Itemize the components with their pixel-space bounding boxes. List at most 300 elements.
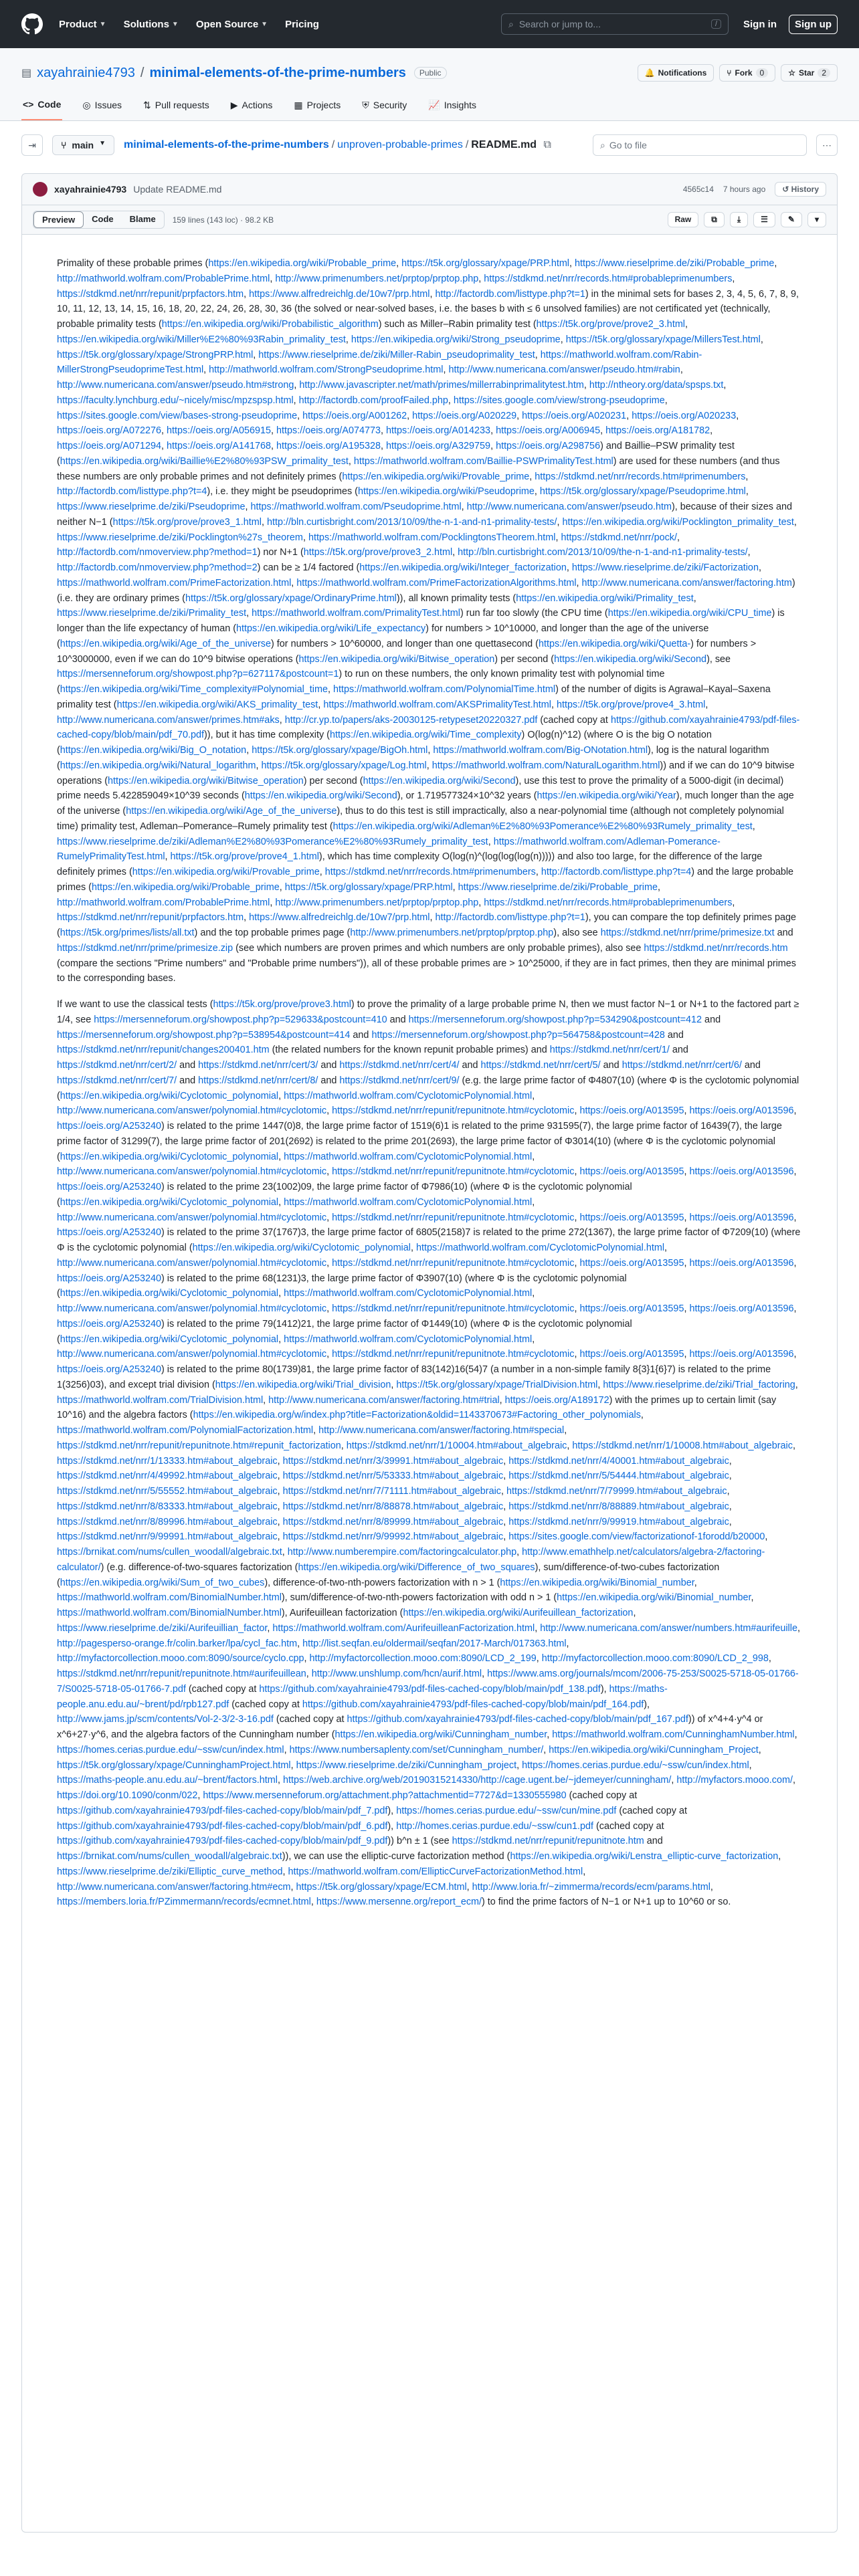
readme-link[interactable]: https://en.wikipedia.org/wiki/Cyclotomic_polynomial xyxy=(192,1243,411,1253)
readme-link[interactable]: https://en.wikipedia.org/wiki/Cyclotomic_polynomial xyxy=(60,1196,279,1208)
readme-link[interactable]: https://t5k.org/prove/prove3_1.html xyxy=(112,516,262,528)
readme-link[interactable]: https://en.wikipedia.org/wiki/Aurifeuillean_factorization xyxy=(403,1608,634,1618)
readme-link[interactable]: http://www.numericana.com/answer/polynomial.htm#cyclotomic xyxy=(57,1166,327,1178)
readme-link[interactable]: https://t5k.org/glossary/xpage/BigOh.html xyxy=(252,745,428,756)
readme-link[interactable]: https://en.wikipedia.org/wiki/Age_of_the_universe xyxy=(126,806,337,817)
readme-link[interactable]: https://maths-people.anu.edu.au/~brent/pd/rpb127.pdf xyxy=(57,1683,668,1710)
readme-link[interactable]: https://mathworld.wolfram.com/PocklingtonsTheorem.html xyxy=(308,532,556,543)
readme-link[interactable]: https://homes.cerias.purdue.edu/~ssw/cun/index.html xyxy=(522,1759,749,1771)
readme-link[interactable]: https://github.com/xayahrainie4793/pdf-files-cached-copy/blob/main/pdf_6.pdf xyxy=(57,1820,388,1832)
readme-link[interactable]: https://mathworld.wolfram.com/AurifeuilleanFactorization.html xyxy=(272,1622,535,1634)
readme-link[interactable]: https://sites.google.com/view/bases-strong-pseudoprime xyxy=(57,410,298,421)
preview-tab[interactable]: Preview xyxy=(33,211,84,228)
readme-link[interactable]: https://stdkmd.net/nrr/5/53333.htm#about_algebraic xyxy=(282,1471,504,1482)
readme-link[interactable]: https://www.rieselprime.de/ziki/Primality_test xyxy=(57,608,247,619)
readme-link[interactable]: https://oeis.org/A001262 xyxy=(302,410,407,421)
readme-link[interactable]: https://oeis.org/A253240 xyxy=(57,1182,162,1192)
readme-link[interactable]: https://stdkmd.net/nrr/9/99919.htm#about_algebraic xyxy=(508,1516,729,1527)
commit-sha[interactable]: 4565c14 xyxy=(682,185,714,194)
readme-link[interactable]: https://en.wikipedia.org/wiki/Probabilistic_algorithm xyxy=(161,319,379,330)
readme-link[interactable]: https://stdkmd.net/nrr/4/40001.htm#about_algebraic xyxy=(508,1455,729,1467)
readme-link[interactable]: https://en.wikipedia.org/wiki/Miller%E2%80%93Rabin_primality_test xyxy=(57,334,346,345)
readme-link[interactable]: https://en.wikipedia.org/wiki/Binomial_number xyxy=(500,1577,694,1588)
code-tab[interactable]: Code xyxy=(92,214,114,224)
readme-link[interactable]: https://oeis.org/A056915 xyxy=(167,425,272,437)
nav-solutions[interactable]: Solutions ▼ xyxy=(123,18,179,30)
readme-link[interactable]: https://mathworld.wolfram.com/TrialDivision.html xyxy=(57,1394,264,1406)
readme-link[interactable]: https://brnikat.com/nums/cullen_woodall/algebraic.txt xyxy=(57,1851,282,1862)
readme-link[interactable]: https://mathworld.wolfram.com/EllipticCurveFactorizationMethod.html xyxy=(288,1866,583,1877)
readme-link[interactable]: https://stdkmd.net/nrr/repunit/repunitnote.htm#aurifeuillean xyxy=(57,1669,306,1679)
readme-link[interactable]: https://stdkmd.net/nrr/cert/9/ xyxy=(339,1075,460,1086)
readme-link[interactable]: https://www.rieselprime.de/ziki/Pseudoprime xyxy=(57,502,246,512)
readme-link[interactable]: https://oeis.org/A020231 xyxy=(522,410,627,421)
readme-link[interactable]: https://oeis.org/A006945 xyxy=(496,425,601,437)
readme-link[interactable]: https://www.rieselprime.de/ziki/Probable_prime xyxy=(458,881,658,893)
readme-link[interactable]: https://stdkmd.net/nrr/repunit/prpfactors.htm xyxy=(57,912,244,924)
download-icon[interactable]: ⤓ xyxy=(730,212,748,227)
readme-link[interactable]: https://oeis.org/A141768 xyxy=(167,441,272,451)
readme-link[interactable]: https://mathworld.wolfram.com/BinomialNumber.html xyxy=(57,1608,282,1618)
readme-link[interactable]: https://mathworld.wolfram.com/CyclotomicPolynomial.html xyxy=(284,1090,533,1101)
readme-link[interactable]: https://stdkmd.net/nrr/8/89996.htm#about_algebraic xyxy=(57,1516,278,1527)
readme-link[interactable]: https://stdkmd.net/nrr/8/83333.htm#about_algebraic xyxy=(57,1501,278,1512)
readme-link[interactable]: https://homes.cerias.purdue.edu/~ssw/cun/mine.pdf xyxy=(396,1805,617,1816)
readme-link[interactable]: https://mathworld.wolfram.com/Big-ONotation.html xyxy=(433,745,648,756)
search-input[interactable]: ⌕ Search or jump to... / xyxy=(501,13,729,35)
readme-link[interactable]: https://en.wikipedia.org/wiki/Second xyxy=(363,775,516,786)
readme-link[interactable]: https://mathworld.wolfram.com/BinomialNumber.html xyxy=(57,1592,282,1604)
readme-link[interactable]: http://factordb.com/listtype.php?t=1 xyxy=(435,288,585,300)
readme-link[interactable]: https://www.rieselprime.de/ziki/Elliptic_curve_method xyxy=(57,1866,283,1877)
history-button[interactable]: ↺ History xyxy=(775,182,826,197)
repo-name-link[interactable]: minimal-elements-of-the-prime-numbers xyxy=(149,65,406,80)
readme-link[interactable]: https://t5k.org/glossary/xpage/MillersTest.html xyxy=(565,334,761,345)
readme-link[interactable]: https://mathworld.wolfram.com/CyclotomicPolynomial.html xyxy=(284,1288,533,1299)
readme-link[interactable]: https://stdkmd.net/nrr/repunit/repunitnote.htm#cyclotomic xyxy=(332,1349,575,1360)
readme-link[interactable]: https://www.ams.org/journals/mcom/2006-75-253/S0025-5718-05-01766-7/S0025-5718-05-01766-7.pdf xyxy=(57,1669,799,1695)
readme-link[interactable]: http://www.primenumbers.net/prptop/prptop.php xyxy=(275,897,479,908)
readme-link[interactable]: https://t5k.org/glossary/xpage/PRP.html xyxy=(284,881,453,893)
readme-link[interactable]: https://en.wikipedia.org/wiki/CPU_time xyxy=(607,608,772,619)
readme-link[interactable]: https://en.wikipedia.org/wiki/Primality_test xyxy=(516,593,694,604)
readme-link[interactable]: https://stdkmd.net/nrr/records.htm#probableprimenumbers xyxy=(484,273,733,284)
readme-link[interactable]: https://oeis.org/A013596 xyxy=(689,1105,794,1117)
readme-link[interactable]: https://en.wikipedia.org/wiki/Second xyxy=(244,790,397,802)
readme-link[interactable]: https://en.wikipedia.org/wiki/Life_expectancy xyxy=(236,623,426,634)
readme-link[interactable]: http://www.numericana.com/answer/polynomial.htm#cyclotomic xyxy=(57,1257,327,1269)
readme-link[interactable]: https://t5k.org/prove/prove4_3.html xyxy=(556,699,706,710)
readme-link[interactable]: https://stdkmd.net/nrr/9/99991.htm#about_algebraic xyxy=(57,1531,278,1543)
readme-link[interactable]: https://oeis.org/A014233 xyxy=(386,425,491,437)
readme-link[interactable]: http://bln.curtisbright.com/2013/10/09/the-n-1-and-n1-primality-tests/ xyxy=(458,547,748,558)
readme-link[interactable]: https://en.wikipedia.org/wiki/Difference_of_two_squares xyxy=(298,1562,535,1573)
readme-link[interactable]: https://en.wikipedia.org/wiki/Lenstra_elliptic-curve_factorization xyxy=(510,1851,779,1862)
readme-link[interactable]: https://mathworld.wolfram.com/PolynomialFactorization.html xyxy=(57,1425,314,1436)
readme-link[interactable]: https://stdkmd.net/nrr/5/54444.htm#about_algebraic xyxy=(508,1471,729,1482)
readme-link[interactable]: https://t5k.org/glossary/xpage/TrialDivision.html xyxy=(396,1379,598,1390)
readme-link[interactable]: https://oeis.org/A013596 xyxy=(689,1349,794,1360)
readme-link[interactable]: http://www.numericana.com/answer/polynomial.htm#cyclotomic xyxy=(57,1303,327,1314)
sign-in-link[interactable]: Sign in xyxy=(743,18,777,30)
list-icon[interactable]: ☰ xyxy=(753,212,775,227)
readme-link[interactable]: https://stdkmd.net/nrr/records.htm#primenumbers xyxy=(535,471,746,482)
readme-link[interactable]: https://t5k.org/glossary/xpage/OrdinaryPrime.html xyxy=(185,593,397,604)
readme-link[interactable]: https://oeis.org/A013596 xyxy=(689,1303,794,1314)
readme-link[interactable]: https://stdkmd.net/nrr/repunit/repunitnote.htm xyxy=(452,1836,644,1847)
readme-link[interactable]: https://github.com/xayahrainie4793/pdf-files-cached-copy/blob/main/pdf_7.pdf xyxy=(57,1805,388,1816)
readme-link[interactable]: http://www.primenumbers.net/prptop/prptop.php xyxy=(275,273,479,284)
readme-link[interactable]: https://www.rieselprime.de/ziki/Adleman%E2%80%93Pomerance%E2%80%93Rumely_primality_test xyxy=(57,836,488,847)
readme-link[interactable]: https://en.wikipedia.org/wiki/Trial_division xyxy=(215,1379,391,1390)
readme-link[interactable]: https://stdkmd.net/nrr/cert/2/ xyxy=(57,1060,177,1071)
readme-link[interactable]: https://stdkmd.net/nrr/5/55552.htm#about_algebraic xyxy=(57,1486,278,1497)
readme-link[interactable]: http://www.numericana.com/answer/polynomial.htm#cyclotomic xyxy=(57,1349,327,1360)
readme-link[interactable]: https://oeis.org/A013595 xyxy=(579,1212,684,1223)
tab-security[interactable]: ⛨ Security xyxy=(362,99,407,110)
tab-projects[interactable]: ▦ Projects xyxy=(294,99,341,110)
readme-link[interactable]: https://doi.org/10.1090/conm/022 xyxy=(57,1790,198,1801)
readme-link[interactable]: https://www.rieselprime.de/ziki/Probable_prime xyxy=(575,258,775,269)
readme-link[interactable]: http://mathworld.wolfram.com/ProbablePrime.html xyxy=(57,273,270,284)
blame-tab[interactable]: Blame xyxy=(129,214,156,224)
readme-link[interactable]: https://en.wikipedia.org/wiki/Adleman%E2%80%93Pomerance%E2%80%93Rumely_primality_test xyxy=(332,821,753,832)
readme-link[interactable]: https://stdkmd.net/nrr/repunit/prpfactors.htm xyxy=(57,288,244,300)
readme-link[interactable]: https://github.com/xayahrainie4793/pdf-files-cached-copy/blob/main/pdf_70.pdf xyxy=(57,714,800,741)
readme-link[interactable]: http://www.numericana.com/answer/factoring.htm#trial xyxy=(268,1394,500,1406)
readme-link[interactable]: https://mathworld.wolfram.com/CyclotomicPolynomial.html xyxy=(284,1196,533,1208)
readme-link[interactable]: https://en.wikipedia.org/wiki/Cyclotomic_polynomial xyxy=(60,1090,279,1101)
readme-link[interactable]: https://mathworld.wolfram.com/CyclotomicPolynomial.html xyxy=(284,1333,533,1345)
readme-link[interactable]: http://www.javascripter.net/math/primes/millerrabinprimalitytest.htm xyxy=(299,380,584,391)
readme-link[interactable]: https://mersenneforum.org/showpost.php?p=538954&postcount=414 xyxy=(57,1029,351,1041)
readme-link[interactable]: https://oeis.org/A013596 xyxy=(689,1212,794,1223)
readme-link[interactable]: http://myfactorcollection.mooo.com:8090/LCD_2_199 xyxy=(309,1653,537,1665)
readme-link[interactable]: https://en.wikipedia.org/wiki/Cyclotomic_polynomial xyxy=(60,1151,279,1162)
readme-link[interactable]: http://factordb.com/listtype.php?t=1 xyxy=(435,912,585,924)
readme-link[interactable]: https://oeis.org/A329759 xyxy=(386,441,491,451)
readme-link[interactable]: https://t5k.org/glossary/xpage/PRP.html xyxy=(401,258,570,269)
readme-link[interactable]: https://stdkmd.net/nrr/cert/3/ xyxy=(198,1060,318,1071)
readme-link[interactable]: http://mathworld.wolfram.com/ProbablePrime.html xyxy=(57,897,270,908)
readme-link[interactable]: https://en.wikipedia.org/w/index.php?title=Factorization&oldid=1143370673#Factoring_other_polynomials xyxy=(193,1410,641,1421)
readme-link[interactable]: https://en.wikipedia.org/wiki/AKS_primality_test xyxy=(116,699,318,710)
readme-link[interactable]: https://stdkmd.net/nrr/cert/4/ xyxy=(339,1060,460,1071)
readme-link[interactable]: https://en.wikipedia.org/wiki/Provable_prime xyxy=(132,867,320,877)
readme-link[interactable]: https://en.wikipedia.org/wiki/Time_complexity xyxy=(329,730,522,741)
readme-link[interactable]: https://en.wikipedia.org/wiki/Baillie%E2%80%93PSW_primality_test xyxy=(60,455,349,467)
readme-link[interactable]: https://t5k.org/prove/prove3_2.html xyxy=(303,547,453,558)
readme-link[interactable]: https://en.wikipedia.org/wiki/Strong_pseudoprime xyxy=(351,334,561,345)
readme-link[interactable]: https://oeis.org/A013596 xyxy=(689,1166,794,1178)
readme-link[interactable]: https://en.wikipedia.org/wiki/Cyclotomic_polynomial xyxy=(60,1288,279,1299)
readme-link[interactable]: https://t5k.org/prove/prove4_1.html xyxy=(170,851,319,863)
readme-link[interactable]: https://stdkmd.net/nrr/1/13333.htm#about_algebraic xyxy=(57,1455,278,1467)
side-panel-toggle-icon[interactable]: ⇥ xyxy=(21,134,43,156)
readme-link[interactable]: https://mathworld.wolfram.com/CunninghamNumber.html xyxy=(552,1729,795,1740)
readme-link[interactable]: https://t5k.org/prove/prove3.html xyxy=(213,999,351,1010)
readme-link[interactable]: http://myfactorcollection.mooo.com:8090/source/cyclo.cpp xyxy=(57,1653,304,1665)
readme-link[interactable]: https://en.wikipedia.org/wiki/Time_complexity#Polynomial_time xyxy=(60,684,328,695)
readme-link[interactable]: https://oeis.org/A013596 xyxy=(689,1257,794,1269)
readme-link[interactable]: https://stdkmd.net/nrr/repunit/repunitnote.htm#cyclotomic xyxy=(332,1257,575,1269)
readme-link[interactable]: https://stdkmd.net/nrr/repunit/repunitnote.htm#cyclotomic xyxy=(332,1212,575,1223)
readme-link[interactable]: https://mathworld.wolfram.com/Baillie-PSWPrimalityTest.html xyxy=(353,455,613,467)
readme-link[interactable]: https://en.wikipedia.org/wiki/Probable_prime xyxy=(91,881,280,893)
tab-issues[interactable]: ◎ Issues xyxy=(82,99,122,110)
more-options-icon[interactable]: ⋯ xyxy=(816,134,838,156)
readme-link[interactable]: https://en.wikipedia.org/wiki/Provable_prime xyxy=(342,471,530,482)
readme-link[interactable]: https://stdkmd.net/nrr/prime/primesize.txt xyxy=(600,928,775,938)
readme-link[interactable]: https://oeis.org/A071294 xyxy=(57,441,162,451)
breadcrumb-repo[interactable]: minimal-elements-of-the-prime-numbers xyxy=(124,139,329,150)
readme-link[interactable]: https://oeis.org/A013595 xyxy=(579,1349,684,1360)
readme-link[interactable]: https://mathworld.wolfram.com/NaturalLogarithm.html xyxy=(432,760,660,771)
commit-message[interactable]: Update README.md xyxy=(133,184,222,195)
readme-link[interactable]: https://mersenneforum.org/showpost.php?p=534290&postcount=412 xyxy=(408,1014,702,1025)
readme-link[interactable]: http://www.emathhelp.net/calculators/algebra-2/factoring-calculator/ xyxy=(57,1547,765,1573)
readme-link[interactable]: https://faculty.lynchburg.edu/~nicely/misc/mpzspsp.html xyxy=(57,395,294,406)
readme-link[interactable]: https://oeis.org/A020229 xyxy=(412,410,517,421)
readme-link[interactable]: https://stdkmd.net/nrr/cert/6/ xyxy=(622,1060,742,1071)
readme-link[interactable]: https://t5k.org/prove/prove2_3.html xyxy=(536,319,685,330)
github-logo-icon[interactable] xyxy=(21,13,43,35)
readme-link[interactable]: http://homes.cerias.purdue.edu/~ssw/cun1.pdf xyxy=(396,1820,593,1832)
readme-link[interactable]: https://t5k.org/glossary/xpage/Pseudoprime.html xyxy=(539,486,746,498)
readme-link[interactable]: http://www.numericana.com/answer/polynomial.htm#cyclotomic xyxy=(57,1212,327,1223)
readme-link[interactable]: https://mathworld.wolfram.com/AKSPrimalityTest.html xyxy=(323,699,551,710)
nav-product[interactable]: Product ▼ xyxy=(59,18,106,30)
readme-link[interactable]: https://github.com/xayahrainie4793/pdf-files-cached-copy/blob/main/pdf_164.pdf xyxy=(302,1699,644,1710)
readme-link[interactable]: https://web.archive.org/web/20190315214330/http://cage.ugent.be/~jdemeyer/cunningham/ xyxy=(282,1775,672,1786)
chevron-down-icon[interactable]: ▾ xyxy=(807,212,826,227)
readme-link[interactable]: https://mathworld.wolfram.com/PolynomialTime.html xyxy=(332,684,556,695)
readme-link[interactable]: http://ntheory.org/data/spsps.txt xyxy=(589,380,724,391)
readme-link[interactable]: http://www.numericana.com/answer/factoring.htm xyxy=(581,577,792,588)
readme-link[interactable]: https://oeis.org/A253240 xyxy=(57,1227,162,1239)
readme-link[interactable]: https://stdkmd.net/nrr/4/49992.htm#about_algebraic xyxy=(57,1471,278,1482)
readme-link[interactable]: http://cr.yp.to/papers/aks-20030125-retypeset20220327.pdf xyxy=(284,714,538,726)
readme-link[interactable]: https://stdkmd.net/nrr/records.htm xyxy=(644,942,788,954)
readme-link[interactable]: https://oeis.org/A189172 xyxy=(504,1394,609,1406)
readme-link[interactable]: https://stdkmd.net/nrr/8/88878.htm#about_algebraic xyxy=(282,1501,504,1512)
readme-link[interactable]: https://mersenneforum.org/showpost.php?p=564758&postcount=428 xyxy=(371,1029,665,1041)
readme-link[interactable]: https://oeis.org/A013595 xyxy=(579,1166,684,1178)
readme-link[interactable]: https://mathworld.wolfram.com/PrimeFactorizationAlgorithms.html xyxy=(296,577,577,588)
readme-link[interactable]: https://en.wikipedia.org/wiki/Cunningham_Project xyxy=(549,1744,759,1755)
raw-button[interactable]: Raw xyxy=(668,212,699,227)
readme-link[interactable]: https://oeis.org/A253240 xyxy=(57,1318,162,1329)
go-to-file-input[interactable]: ⌕ Go to file xyxy=(593,134,807,156)
sign-up-button[interactable]: Sign up xyxy=(789,15,838,34)
readme-link[interactable]: https://mersenneforum.org/showpost.php?p=529633&postcount=410 xyxy=(94,1014,387,1025)
readme-link[interactable]: https://github.com/xayahrainie4793/pdf-files-cached-copy/blob/main/pdf_138.pdf xyxy=(259,1683,601,1695)
readme-link[interactable]: https://www.rieselprime.de/ziki/Trial_factoring xyxy=(603,1379,795,1390)
readme-link[interactable]: https://stdkmd.net/nrr/pock/ xyxy=(561,532,677,543)
readme-link[interactable]: https://t5k.org/glossary/xpage/ECM.html xyxy=(296,1881,467,1893)
readme-link[interactable]: https://en.wikipedia.org/wiki/Quetta- xyxy=(538,638,691,649)
readme-link[interactable]: https://en.wikipedia.org/wiki/Sum_of_two_cubes xyxy=(60,1577,265,1588)
branch-selector[interactable]: ⑂ main ▼ xyxy=(52,135,114,155)
readme-link[interactable]: https://members.loria.fr/PZimmermann/records/ecmnet.html xyxy=(57,1897,311,1908)
readme-link[interactable]: https://oeis.org/A253240 xyxy=(57,1364,162,1375)
readme-link[interactable]: http://www.numericana.com/answer/primes.htm#aks xyxy=(57,714,280,726)
readme-link[interactable]: https://www.rieselprime.de/ziki/Aurifeuillian_factor xyxy=(57,1622,268,1634)
readme-link[interactable]: http://mathworld.wolfram.com/StrongPseudoprime.html xyxy=(209,364,444,376)
readme-link[interactable]: https://mathworld.wolfram.com/CyclotomicPolynomial.html xyxy=(284,1151,533,1162)
readme-link[interactable]: https://stdkmd.net/nrr/repunit/repunitnote.htm#cyclotomic xyxy=(332,1303,575,1314)
readme-link[interactable]: http://www.numericana.com/answer/pseudo.htm#strong xyxy=(57,380,294,391)
copy-icon[interactable]: ⧉ xyxy=(704,212,725,227)
readme-link[interactable]: http://factordb.com/nmoverview.php?method=1 xyxy=(57,547,258,558)
readme-link[interactable]: https://maths-people.anu.edu.au/~brent/factors.html xyxy=(57,1775,278,1786)
readme-link[interactable]: https://mathworld.wolfram.com/CyclotomicPolynomial.html xyxy=(415,1243,665,1253)
readme-link[interactable]: https://oeis.org/A195328 xyxy=(276,441,381,451)
readme-link[interactable]: http://pagesperso-orange.fr/colin.barker/lpa/cycl_fac.htm xyxy=(57,1638,298,1649)
readme-link[interactable]: https://en.wikipedia.org/wiki/Binomial_number xyxy=(557,1592,751,1604)
commit-author[interactable]: xayahrainie4793 xyxy=(54,184,127,195)
readme-link[interactable]: https://en.wikipedia.org/wiki/Pocklington_primality_test xyxy=(562,516,794,528)
readme-link[interactable]: http://www.numericana.com/answer/pseudo.htm xyxy=(466,502,672,512)
tab-pull-requests[interactable]: ⇅ Pull requests xyxy=(143,99,209,110)
readme-link[interactable]: http://www.jams.jp/scm/contents/Vol-2-3/2-3-16.pdf xyxy=(57,1714,274,1725)
readme-link[interactable]: https://oeis.org/A074773 xyxy=(276,425,381,437)
readme-link[interactable]: https://mathworld.wolfram.com/Adleman-Pomerance-RumelyPrimalityTest.html xyxy=(57,836,721,863)
readme-link[interactable]: https://stdkmd.net/nrr/7/71111.htm#about_algebraic xyxy=(282,1486,501,1497)
tab-code[interactable]: <> Code xyxy=(21,94,62,120)
readme-link[interactable]: https://github.com/xayahrainie4793/pdf-files-cached-copy/blob/main/pdf_167.pdf xyxy=(347,1714,688,1725)
avatar[interactable] xyxy=(33,182,47,197)
nav-open-source[interactable]: Open Source ▼ xyxy=(195,18,268,30)
readme-link[interactable]: https://github.com/xayahrainie4793/pdf-files-cached-copy/blob/main/pdf_9.pdf xyxy=(57,1836,388,1847)
readme-link[interactable]: http://www.numericana.com/answer/factoring.htm#special xyxy=(318,1425,565,1436)
readme-link[interactable]: https://oeis.org/A013595 xyxy=(579,1303,684,1314)
readme-link[interactable]: https://oeis.org/A072276 xyxy=(57,425,162,437)
readme-link[interactable]: https://en.wikipedia.org/wiki/Bitwise_operation xyxy=(108,775,304,786)
readme-link[interactable]: http://list.seqfan.eu/oldermail/seqfan/2017-March/017363.html xyxy=(302,1638,567,1649)
star-button[interactable]: ☆ Star 2 xyxy=(781,64,838,82)
readme-link[interactable]: http://www.unshlump.com/hcn/aurif.html xyxy=(311,1669,482,1679)
readme-link[interactable]: https://sites.google.com/view/strong-pseudoprime xyxy=(453,395,665,406)
readme-link[interactable]: https://stdkmd.net/nrr/cert/5/ xyxy=(480,1060,601,1071)
readme-link[interactable]: https://stdkmd.net/nrr/9/99992.htm#about_algebraic xyxy=(282,1531,504,1543)
readme-link[interactable]: https://stdkmd.net/nrr/8/89999.htm#about_algebraic xyxy=(282,1516,504,1527)
readme-link[interactable]: http://www.numericana.com/answer/polynomial.htm#cyclotomic xyxy=(57,1105,327,1117)
repo-owner-link[interactable]: xayahrainie4793 xyxy=(37,65,135,80)
readme-link[interactable]: https://sites.google.com/view/factorizationof-1forodd/b20000 xyxy=(508,1531,765,1543)
readme-link[interactable]: https://www.mersenne.org/report_ecm/ xyxy=(316,1897,482,1908)
readme-link[interactable]: http://www.numericana.com/answer/factoring.htm#ecm xyxy=(57,1881,291,1893)
readme-link[interactable]: https://stdkmd.net/nrr/repunit/changes200401.htm xyxy=(57,1045,270,1056)
readme-link[interactable]: https://stdkmd.net/nrr/1/10008.htm#about_algebraic xyxy=(572,1440,793,1451)
readme-link[interactable]: https://oeis.org/A253240 xyxy=(57,1121,162,1132)
copy-path-icon[interactable]: ⧉ xyxy=(543,139,551,150)
readme-link[interactable]: https://mathworld.wolfram.com/Pseudoprime.html xyxy=(250,502,462,512)
nav-pricing[interactable]: Pricing xyxy=(285,18,319,30)
readme-link[interactable]: https://stdkmd.net/nrr/records.htm#primenumbers xyxy=(324,867,536,877)
readme-link[interactable]: https://stdkmd.net/nrr/7/79999.htm#about_algebraic xyxy=(506,1486,727,1497)
readme-link[interactable]: http://www.numberempire.com/factoringcalculator.php xyxy=(287,1547,517,1558)
readme-link[interactable]: http://factordb.com/nmoverview.php?method=2 xyxy=(57,562,258,573)
readme-link[interactable]: http://myfactors.mooo.com/ xyxy=(676,1775,793,1786)
readme-link[interactable]: https://stdkmd.net/nrr/repunit/repunitnote.htm#repunit_factorization xyxy=(57,1440,341,1451)
readme-link[interactable]: https://en.wikipedia.org/wiki/Age_of_the_universe xyxy=(60,638,271,649)
edit-icon[interactable]: ✎ xyxy=(781,212,802,227)
readme-link[interactable]: http://myfactorcollection.mooo.com:8090/LCD_2_998 xyxy=(541,1653,769,1665)
readme-link[interactable]: https://stdkmd.net/nrr/8/88889.htm#about_algebraic xyxy=(508,1501,729,1512)
readme-link[interactable]: https://en.wikipedia.org/wiki/Cunningham_number xyxy=(335,1729,547,1740)
readme-link[interactable]: https://en.wikipedia.org/wiki/Bitwise_operation xyxy=(298,653,495,665)
readme-link[interactable]: https://oeis.org/A253240 xyxy=(57,1273,162,1284)
readme-link[interactable]: https://mathworld.wolfram.com/PrimalityTest.html xyxy=(252,608,460,619)
readme-link[interactable]: https://en.wikipedia.org/wiki/Second xyxy=(554,653,707,665)
readme-link[interactable]: https://stdkmd.net/nrr/repunit/repunitnote.htm#cyclotomic xyxy=(332,1166,575,1178)
readme-link[interactable]: https://mathworld.wolfram.com/Rabin-MillerStrongPseudoprimeTest.html xyxy=(57,349,702,376)
readme-link[interactable]: https://www.rieselprime.de/ziki/Miller-Rabin_pseudoprimality_test xyxy=(258,349,535,360)
readme-link[interactable]: https://www.rieselprime.de/ziki/Factorization xyxy=(571,562,759,573)
readme-link[interactable]: https://stdkmd.net/nrr/cert/1/ xyxy=(549,1045,670,1056)
readme-link[interactable]: https://stdkmd.net/nrr/3/39991.htm#about_algebraic xyxy=(282,1455,504,1467)
readme-link[interactable]: https://www.alfredreichlg.de/10w7/prp.html xyxy=(249,288,430,300)
fork-button[interactable]: ⑂ Fork 0 xyxy=(719,64,775,82)
readme-link[interactable]: http://bln.curtisbright.com/2013/10/09/the-n-1-and-n1-primality-tests/ xyxy=(266,516,557,528)
readme-link[interactable]: https://oeis.org/A013595 xyxy=(579,1257,684,1269)
readme-link[interactable]: https://www.alfredreichlg.de/10w7/prp.html xyxy=(249,912,430,924)
readme-link[interactable]: https://en.wikipedia.org/wiki/Year xyxy=(537,790,676,802)
readme-link[interactable]: https://t5k.org/glossary/xpage/Log.html xyxy=(261,760,427,771)
readme-link[interactable]: http://www.loria.fr/~zimmerma/records/ecm/params.html xyxy=(472,1881,710,1893)
readme-link[interactable]: https://t5k.org/primes/lists/all.txt xyxy=(60,928,195,938)
readme-link[interactable]: https://oeis.org/A298756 xyxy=(496,441,601,451)
readme-link[interactable]: https://stdkmd.net/nrr/repunit/repunitnote.htm#cyclotomic xyxy=(332,1105,575,1117)
readme-link[interactable]: https://stdkmd.net/nrr/cert/8/ xyxy=(198,1075,318,1086)
tab-actions[interactable]: ▶ Actions xyxy=(230,99,273,110)
readme-link[interactable]: https://www.rieselprime.de/ziki/Pocklington%27s_theorem xyxy=(57,532,303,543)
readme-link[interactable]: https://www.rieselprime.de/ziki/Cunningham_project xyxy=(296,1759,517,1771)
readme-link[interactable]: https://en.wikipedia.org/wiki/Cyclotomic_polynomial xyxy=(60,1333,279,1345)
readme-link[interactable]: https://brnikat.com/nums/cullen_woodall/algebraic.txt xyxy=(57,1547,282,1558)
readme-link[interactable]: https://stdkmd.net/nrr/records.htm#probableprimenumbers xyxy=(484,897,733,908)
readme-link[interactable]: https://stdkmd.net/nrr/prime/primesize.zip xyxy=(57,942,233,954)
readme-link[interactable]: https://oeis.org/A181782 xyxy=(605,425,710,437)
readme-link[interactable]: https://oeis.org/A020233 xyxy=(632,410,737,421)
readme-link[interactable]: http://factordb.com/listtype.php?t=4 xyxy=(541,867,692,877)
readme-link[interactable]: http://factordb.com/listtype.php?t=4 xyxy=(57,486,207,498)
readme-link[interactable]: http://www.primenumbers.net/prptop/prptop.php xyxy=(350,928,554,938)
breadcrumb-dir[interactable]: unproven-probable-primes xyxy=(337,139,463,150)
readme-link[interactable]: https://stdkmd.net/nrr/1/10004.htm#about_algebraic xyxy=(346,1440,567,1451)
readme-link[interactable]: http://www.numericana.com/answer/numbers.htm#aurifeuille xyxy=(540,1622,797,1634)
readme-link[interactable]: https://en.wikipedia.org/wiki/Pseudoprime xyxy=(357,486,535,498)
readme-link[interactable]: https://stdkmd.net/nrr/cert/7/ xyxy=(57,1075,177,1086)
readme-link[interactable]: https://t5k.org/glossary/xpage/CunninghamProject.html xyxy=(57,1759,291,1771)
readme-link[interactable]: https://www.numbersaplenty.com/set/Cunningham_number/ xyxy=(289,1744,544,1755)
readme-link[interactable]: http://www.numericana.com/answer/pseudo.htm#rabin xyxy=(448,364,680,376)
tab-insights[interactable]: 📈 Insights xyxy=(428,99,476,110)
readme-link[interactable]: https://t5k.org/glossary/xpage/StrongPRP.html xyxy=(57,349,254,360)
readme-link[interactable]: http://factordb.com/proofFailed.php xyxy=(298,395,448,406)
readme-link[interactable]: https://oeis.org/A013595 xyxy=(579,1105,684,1117)
readme-link[interactable]: https://en.wikipedia.org/wiki/Integer_factorization xyxy=(359,562,567,573)
readme-link[interactable]: https://mersenneforum.org/showpost.php?p=627117&postcount=1 xyxy=(57,669,339,680)
readme-link[interactable]: https://www.mersenneforum.org/attachment.php?attachmentid=7727&d=1330555980 xyxy=(203,1790,567,1801)
readme-link[interactable]: https://homes.cerias.purdue.edu/~ssw/cun/index.html xyxy=(57,1744,284,1755)
notifications-button[interactable]: 🔔 Notifications xyxy=(638,64,714,82)
readme-link[interactable]: https://mathworld.wolfram.com/PrimeFactorization.html xyxy=(57,577,292,588)
readme-link[interactable]: https://en.wikipedia.org/wiki/Probable_prime xyxy=(208,258,397,269)
readme-link[interactable]: https://en.wikipedia.org/wiki/Natural_logarithm xyxy=(60,760,256,771)
readme-link[interactable]: https://en.wikipedia.org/wiki/Big_O_notation xyxy=(60,745,247,756)
